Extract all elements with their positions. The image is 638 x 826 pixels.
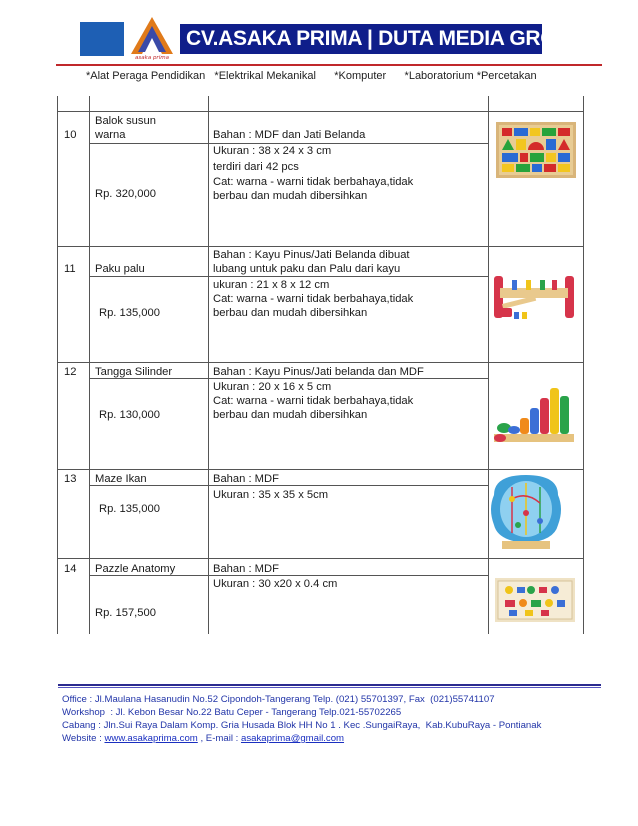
item-size: Ukuran : 20 x 16 x 5 cm xyxy=(213,381,332,393)
item-material: lubang untuk paku dan Palu dari kayu xyxy=(213,263,401,275)
item-number: 12 xyxy=(64,366,77,378)
hammer-peg-toy-picture xyxy=(488,270,580,326)
item-paint: berbau dan mudah dibersihkan xyxy=(213,409,368,421)
brand-name: CV.ASAKA PRIMA | DUTA MEDIA GROUP xyxy=(180,24,542,54)
item-paint: Cat: warna - warni tidak berbahaya,tidak xyxy=(213,176,414,188)
item-number: 11 xyxy=(64,263,76,275)
item-material: Bahan : MDF xyxy=(213,473,279,485)
cylinder-stair-toy-picture xyxy=(490,384,578,450)
tagline: *Alat Peraga Pendidikan *Elektrikal Mekanikal *Komputer *Laboratorium *Percetakan xyxy=(86,70,537,82)
item-material: Bahan : MDF dan Jati Belanda xyxy=(213,129,366,141)
item-price: Rp. 157,500 xyxy=(95,607,156,619)
item-paint: berbau dan mudah dibersihkan xyxy=(213,307,368,319)
footer-divider xyxy=(58,687,601,688)
footer-divider xyxy=(58,684,601,686)
item-name: Balok susun xyxy=(95,115,156,127)
workshop-address: Workshop : Jl. Kebon Besar No.22 Batu Ceper - Tangerang Telp.021-55702265 xyxy=(62,707,402,718)
item-material: Bahan : Kayu Pinus/Jati belanda dan MDF xyxy=(213,366,424,378)
office-address: Office : Jl.Maulana Hasanudin No.52 Cipondoh-Tangerang Telp. (021) 55701397, Fax (021)55741107 xyxy=(62,694,495,705)
item-material: Bahan : MDF xyxy=(213,563,279,575)
branch-address: Cabang : Jln.Sui Raya Dalam Komp. Gria Husada Blok HH No 1 . Kec .SungaiRaya, Kab.KubuRaya - Pontianak xyxy=(62,720,542,731)
item-number: 13 xyxy=(64,473,77,485)
row-divider xyxy=(89,485,488,486)
item-number: 10 xyxy=(64,129,77,141)
item-material: Bahan : Kayu Pinus/Jati Belanda dibuat xyxy=(213,249,410,261)
item-price: Rp. 135,000 xyxy=(99,503,160,515)
item-price: Rp. 320,000 xyxy=(95,188,156,200)
item-extra: terdiri dari 42 pcs xyxy=(213,161,299,173)
letterhead xyxy=(80,14,585,61)
item-size: Ukuran : 30 x20 x 0.4 cm xyxy=(213,578,338,590)
item-paint: berbau dan mudah dibersihkan xyxy=(213,190,368,202)
email-link[interactable]: asakaprima@gmail.com xyxy=(240,733,345,744)
item-name: Paku palu xyxy=(95,263,145,275)
item-paint: Cat: warna - warni tidak berbahaya,tidak xyxy=(213,395,414,407)
contact-line xyxy=(62,732,541,745)
svg-text:asaka prima: asaka prima xyxy=(135,55,169,61)
website-label: Website : xyxy=(62,733,105,744)
item-size: ukuran : 21 x 8 x 12 cm xyxy=(213,279,330,291)
header-divider xyxy=(56,64,602,66)
website-link[interactable]: www.asakaprima.com xyxy=(104,733,198,744)
email-label: , E-mail : xyxy=(197,733,241,744)
row-divider xyxy=(57,246,584,247)
asaka-prima-logo xyxy=(126,14,178,60)
item-number: 14 xyxy=(64,563,77,575)
item-name: Tangga Silinder xyxy=(95,366,173,378)
row-divider xyxy=(89,276,488,277)
table-divider-name xyxy=(208,96,209,634)
footer xyxy=(62,693,541,745)
table-border-left xyxy=(57,96,58,634)
wooden-block-set-picture xyxy=(496,122,576,178)
item-size: Ukuran : 38 x 24 x 3 cm xyxy=(213,145,332,157)
fish-maze-toy-picture xyxy=(488,469,564,553)
anatomy-puzzle-picture xyxy=(495,578,575,622)
row-divider xyxy=(57,558,584,559)
item-paint: Cat: warna - warni tidak berbahaya,tidak xyxy=(213,293,414,305)
item-price: Rp. 135,000 xyxy=(99,307,160,319)
row-divider xyxy=(57,362,584,363)
table-divider-spec xyxy=(488,96,489,634)
item-size: Ukuran : 35 x 35 x 5cm xyxy=(213,489,329,501)
item-name: Maze Ikan xyxy=(95,473,147,485)
row-divider xyxy=(57,111,584,112)
table-divider-no xyxy=(89,96,90,634)
item-price: Rp. 130,000 xyxy=(99,409,160,421)
letterhead-blue-block xyxy=(80,22,124,56)
item-name: warna xyxy=(95,129,126,141)
item-name: Pazzle Anatomy xyxy=(95,563,176,575)
table-border-right xyxy=(583,96,584,634)
